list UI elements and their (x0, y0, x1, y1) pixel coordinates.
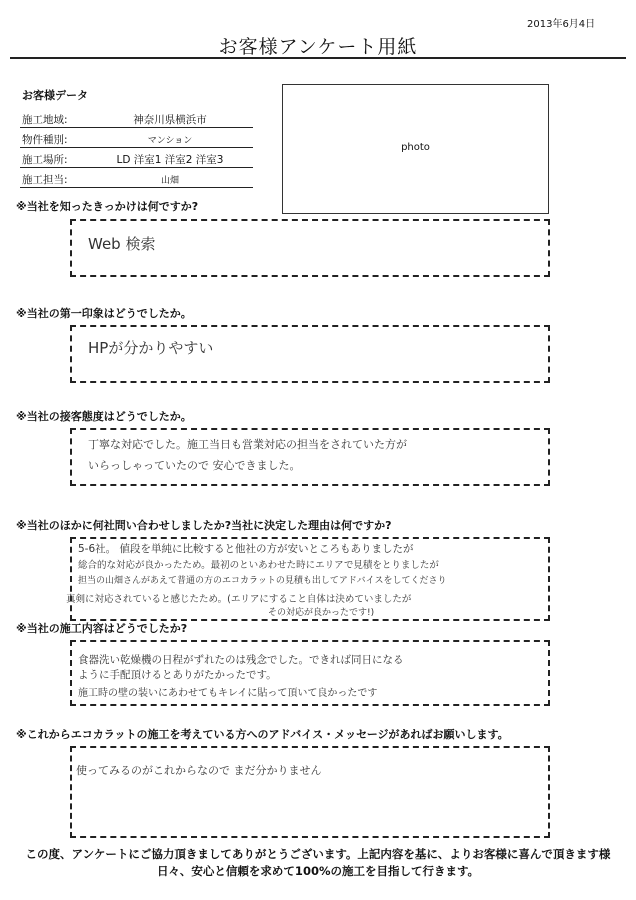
info-label: 物件種別: (22, 134, 68, 146)
answer-line: 総合的な対応が良かったため。最初のといあわせた時にエリアで見積をとりましたが (78, 560, 439, 571)
answer-line: 使ってみるのがこれからなので まだ分かりません (76, 764, 322, 777)
footer-message-line-2: 日々、安心と信頼を求めて100%の施工を目指して行きます。 (156, 864, 480, 878)
info-row-area (20, 110, 253, 128)
answer-line: 担当の山畑さんがあえて普通の方のエコカラットの見積も出してアドバイスをしてくださり (78, 576, 447, 586)
question-how-found: ※当社を知ったきっかけは何ですか? (16, 200, 199, 213)
answer-line: HPが分かりやすい (88, 339, 214, 357)
info-row-staff (20, 170, 253, 188)
info-value: 神奈川県横浜市 (133, 114, 207, 126)
answer-box-construction-quality (70, 640, 550, 706)
answer-line: 丁寧な対応でした。施工当日も営業対応の担当をされていた方が (88, 438, 407, 451)
answer-box-advice (70, 746, 550, 838)
info-label: 施工場所: (22, 154, 68, 166)
question-construction-quality: ※当社の施工内容はどうでしたか? (16, 622, 188, 635)
answer-line: 施工時の壁の装いにあわせてもキレイに貼って頂いて良かったです (78, 688, 378, 699)
question-advice: ※これからエコカラットの施工を考えている方へのアドバイス・メッセージがあればお願いします。 (16, 728, 509, 741)
info-label: 施工地域: (22, 114, 68, 126)
footer-message-line-1: この度、アンケートにご協力頂きましてありがとうございます。上記内容を基に、よりお客様に喜んで頂きます様 (25, 847, 611, 861)
info-row-location (20, 150, 253, 168)
question-customer-service: ※当社の接客態度はどうでしたか。 (16, 410, 192, 423)
photo-label: photo (401, 142, 430, 153)
info-value: マンション (147, 136, 193, 146)
info-value: LD 洋室1 洋室2 洋室3 (116, 154, 224, 166)
answer-line: Web 検索 (88, 235, 156, 253)
answer-line: ように手配頂けるとありがたかったです。 (78, 669, 277, 681)
title-underline (10, 57, 626, 59)
info-label: 施工担当: (22, 174, 68, 186)
photo-placeholder (282, 84, 549, 214)
answer-box-customer-service (70, 428, 550, 486)
page-title: お客様アンケート用紙 (218, 36, 418, 58)
question-other-companies: ※当社のほかに何社問い合わせしましたか?当社に決定した理由は何ですか? (16, 519, 392, 532)
answer-box-how-found (70, 219, 550, 277)
info-row-property-type (20, 130, 253, 148)
answer-line: その対応が良かったです!) (268, 608, 375, 618)
answer-line: いらっしゃっていたので 安心できました。 (88, 459, 301, 472)
answer-line: 5-6社。 値段を単純に比較すると他社の方が安いところもありましたが (78, 543, 414, 555)
question-first-impression: ※当社の第一印象はどうでしたか。 (16, 307, 192, 320)
survey-date: 2013年6月4日 (527, 19, 596, 30)
info-value: 山畑 (160, 176, 179, 186)
customer-data-heading: お客様データ (22, 89, 88, 102)
answer-line: 真剣に対応されていると感じたため。(エリアにすること自体は決めていましたが (66, 594, 412, 605)
answer-box-other-companies (66, 537, 550, 621)
answer-box-first-impression (70, 325, 550, 383)
answer-line: 食器洗い乾燥機の日程がずれたのは残念でした。できれば同日になる (78, 654, 404, 666)
